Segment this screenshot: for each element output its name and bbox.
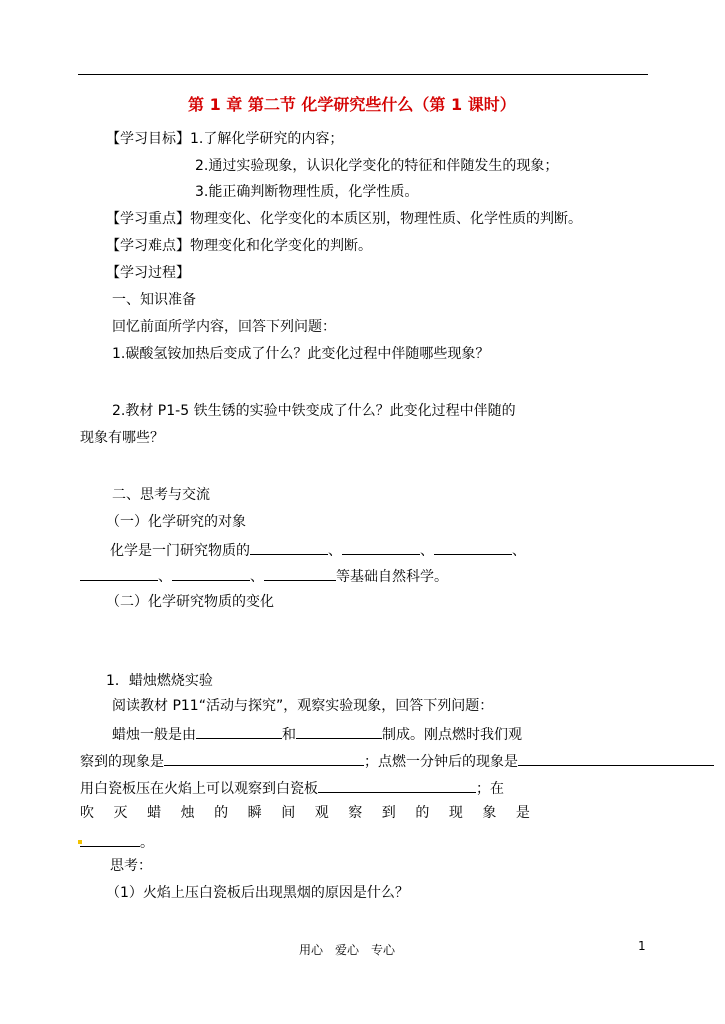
spread-char: 到 (381, 805, 396, 821)
objectives-line-1 (106, 130, 343, 148)
difficulties-line (106, 237, 372, 255)
fill-blank[interactable] (296, 724, 382, 739)
think-question-1: （1）火焰上压白瓷板后出现黑烟的原因是什么？ (106, 885, 409, 901)
fill-blank[interactable] (264, 566, 336, 581)
question-2-line-2: 现象有哪些？ (80, 430, 164, 446)
separator: 、 (328, 543, 342, 559)
candle-text-c: 制成。刚点燃时我们观 (382, 727, 522, 743)
spread-char: 的 (214, 805, 229, 821)
page-number: 1 (638, 939, 646, 953)
fill-blank[interactable] (250, 540, 328, 555)
difficulties-text: 物理变化和化学变化的判断。 (190, 238, 372, 254)
candle-line-4 (80, 804, 530, 822)
candle-text-i: 。 (140, 835, 154, 851)
spread-char: 的 (415, 805, 430, 821)
separator: 、 (512, 543, 526, 559)
page-title: 第 1 章 第二节 化学研究些什么（第 1 课时） (188, 95, 516, 114)
candle-text-g: ；在 (476, 781, 504, 797)
spread-char: 是 (515, 805, 530, 821)
question-2-line-1: 2.教材 P1-5 铁生锈的实验中铁变成了什么？此变化过程中伴随的 (112, 403, 516, 419)
objectives-label: 【学习目标】 (106, 131, 190, 147)
candle-text-e: ；点燃一分钟后的现象是 (364, 754, 518, 770)
fill-blank[interactable] (196, 724, 282, 739)
candle-text-f: 用白瓷板压在火焰上可以观察到白瓷板 (80, 781, 318, 797)
spread-char: 瞬 (247, 805, 262, 821)
sub1-fill-line-1 (110, 540, 526, 560)
objective-item-1: 1.了解化学研究的内容； (190, 131, 344, 147)
spread-char: 观 (314, 805, 329, 821)
sub1-heading: （一）化学研究的对象 (106, 514, 246, 530)
footer-motto: 用心 爱心 专心 (299, 943, 396, 957)
spread-char: 象 (482, 805, 497, 821)
part2-heading: 二、思考与交流 (112, 487, 210, 503)
spread-char: 察 (348, 805, 363, 821)
experiment-title: 1．蜡烛燃烧实验 (106, 673, 213, 689)
objective-item-2: 2.通过实验现象，认识化学变化的特征和伴随发生的现象； (195, 158, 559, 174)
candle-line-5 (80, 832, 154, 852)
candle-line-1 (112, 724, 522, 744)
candle-line-3 (80, 778, 504, 798)
spread-char: 间 (281, 805, 296, 821)
candle-text-d: 察到的现象是 (80, 754, 164, 770)
sub2-heading: （二）化学研究物质的变化 (106, 594, 274, 610)
spread-char: 蜡 (147, 805, 162, 821)
fill-blank[interactable] (164, 751, 364, 766)
fill-blank[interactable] (80, 566, 158, 581)
spread-char: 吹 (80, 805, 94, 821)
sub1-fill-line-2 (80, 566, 448, 586)
candle-line-2 (80, 751, 714, 771)
separator: 、 (158, 569, 172, 585)
key-points-line (106, 210, 582, 228)
sub1-text-b: 等基础自然科学。 (336, 569, 448, 585)
spread-char: 现 (448, 805, 463, 821)
part1-intro: 回忆前面所学内容，回答下列问题： (112, 319, 336, 335)
objective-item-3: 3.能正确判断物理性质，化学性质。 (195, 184, 419, 200)
experiment-intro: 阅读教材 P11“活动与探究”，观察实验现象，回答下列问题： (112, 698, 494, 714)
think-label: 思考： (110, 858, 152, 874)
separator: 、 (250, 569, 264, 585)
fill-blank[interactable] (518, 751, 714, 766)
key-points-label: 【学习重点】 (106, 211, 190, 227)
candle-text-b: 和 (282, 727, 296, 743)
fill-blank[interactable] (318, 778, 476, 793)
spread-char: 烛 (180, 805, 195, 821)
fill-blank[interactable] (80, 832, 140, 847)
part1-heading: 一、知识准备 (112, 292, 196, 308)
fill-blank[interactable] (434, 540, 512, 555)
difficulties-label: 【学习难点】 (106, 238, 190, 254)
header-rule (78, 74, 648, 75)
sub1-text-a: 化学是一门研究物质的 (110, 543, 250, 559)
spread-char: 灭 (113, 805, 128, 821)
key-points-text: 物理变化、化学变化的本质区别，物理性质、化学性质的判断。 (190, 211, 582, 227)
candle-text-a: 蜡烛一般是由 (112, 727, 196, 743)
separator: 、 (420, 543, 434, 559)
fill-blank[interactable] (342, 540, 420, 555)
fill-blank[interactable] (172, 566, 250, 581)
process-label: 【学习过程】 (106, 265, 190, 281)
question-1: 1.碳酸氢铵加热后变成了什么？此变化过程中伴随哪些现象？ (112, 346, 490, 362)
